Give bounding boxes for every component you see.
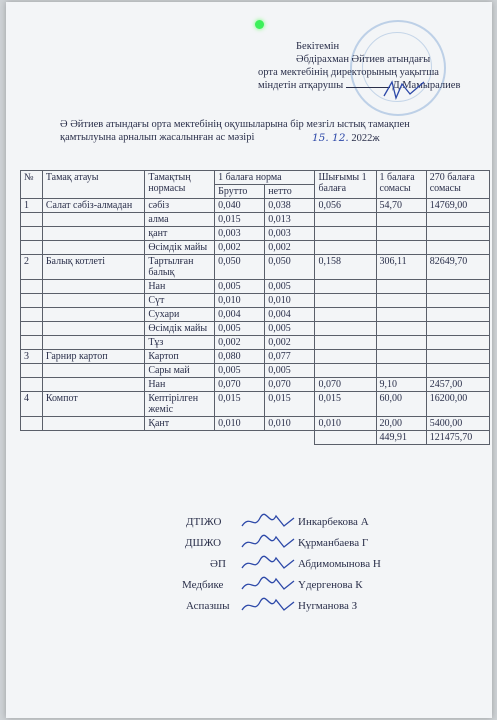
table-cell-sum270 (426, 336, 489, 350)
table-cell-num (21, 294, 43, 308)
table-cell-netto: 0,003 (265, 227, 315, 241)
header-num: № (21, 171, 43, 199)
table-cell-item: Өсімдік майы (145, 322, 215, 336)
table-cell-sum1 (376, 364, 426, 378)
table-cell-brutto: 0,002 (215, 336, 265, 350)
table-cell-sum1 (376, 227, 426, 241)
table-total-row (21, 431, 490, 445)
table-row (21, 350, 490, 364)
total-sum1: 449,91 (376, 431, 426, 445)
table-cell-netto: 0,070 (265, 378, 315, 392)
table-cell-num (21, 213, 43, 227)
table-cell-out (315, 350, 376, 364)
table-cell-brutto: 0,015 (215, 392, 265, 417)
table-cell-num (21, 378, 43, 392)
table-cell-out: 0,015 (315, 392, 376, 417)
table-cell-sum270: 82649,70 (426, 255, 489, 280)
table-cell-sum270: 2457,00 (426, 378, 489, 392)
table-cell-num: 4 (21, 392, 43, 417)
table-row (21, 392, 490, 417)
date-handwritten: 15. 12. (312, 132, 349, 144)
table-cell-dish: Гарнир картоп (42, 350, 145, 364)
table-cell-netto: 0,013 (265, 213, 315, 227)
table-cell-out (315, 294, 376, 308)
table-cell-sum1: 306,11 (376, 255, 426, 280)
table-cell-dish: Компот (42, 392, 145, 417)
table-row (21, 308, 490, 322)
table-cell-num (21, 336, 43, 350)
date-suffix: 2022ж (348, 133, 380, 144)
table-cell-out: 0,070 (315, 378, 376, 392)
table-row (21, 336, 490, 350)
table-cell-sum270 (426, 322, 489, 336)
table-cell-out (315, 227, 376, 241)
table-cell-out: 0,158 (315, 255, 376, 280)
header-per-child-sum: 1 балаға сомасы (376, 171, 426, 199)
table-cell-item: Қант (145, 417, 215, 431)
table-cell-brutto: 0,080 (215, 350, 265, 364)
table-row (21, 227, 490, 241)
approval-block (258, 40, 460, 92)
table-cell-netto: 0,010 (265, 294, 315, 308)
table-cell-brutto: 0,005 (215, 364, 265, 378)
table-cell-dish: Балық котлеті (42, 255, 145, 280)
signature-role: Аспазшы (186, 600, 230, 612)
signature-role: ДТІЖО (186, 516, 222, 528)
header-consumption: Шығымы 1 балаға (315, 171, 376, 199)
table-cell-out (315, 308, 376, 322)
table-cell-dish (42, 280, 145, 294)
header-brutto: Брутто (215, 185, 265, 199)
handwritten-signature (240, 512, 296, 532)
table-cell-item: Кептірілген жеміс (145, 392, 215, 417)
table-cell-item: сәбіз (145, 199, 215, 213)
table-row (21, 294, 490, 308)
table-cell-item: Нан (145, 280, 215, 294)
table-cell-out: 0,010 (315, 417, 376, 431)
table-cell-num (21, 322, 43, 336)
table-cell-sum1 (376, 294, 426, 308)
table-cell-brutto: 0,010 (215, 417, 265, 431)
table-cell-item: Нан (145, 378, 215, 392)
table-cell-dish (42, 364, 145, 378)
table-row (21, 417, 490, 431)
table-cell-netto: 0,005 (265, 322, 315, 336)
signature-role: ӘП (210, 558, 226, 570)
table-row (21, 378, 490, 392)
table-cell-out: 0,056 (315, 199, 376, 213)
table-cell-sum1 (376, 241, 426, 255)
table-cell-num (21, 280, 43, 294)
table-cell-brutto: 0,005 (215, 280, 265, 294)
table-cell-netto: 0,050 (265, 255, 315, 280)
table-cell-netto: 0,005 (265, 280, 315, 294)
table-cell-num (21, 364, 43, 378)
approval-line3: орта мектебінің директорының уақытша (258, 67, 439, 78)
table-cell-num (21, 417, 43, 431)
table-row (21, 199, 490, 213)
table-cell-dish (42, 213, 145, 227)
header-netto: нетто (265, 185, 315, 199)
table-cell-sum1: 54,70 (376, 199, 426, 213)
handwritten-signature (240, 533, 296, 553)
table-cell-brutto: 0,003 (215, 227, 265, 241)
table-cell-dish (42, 417, 145, 431)
title-line2: қамтылуына арналып жасалынған ас мәзірі (60, 132, 255, 143)
table-cell-sum1 (376, 280, 426, 294)
table-cell-brutto: 0,050 (215, 255, 265, 280)
table-cell-dish (42, 294, 145, 308)
signature-name: Абдимомынова Н (298, 558, 381, 570)
table-row (21, 213, 490, 227)
table-cell-sum270 (426, 364, 489, 378)
table-cell-brutto: 0,015 (215, 213, 265, 227)
signature-role: ДШЖО (185, 537, 222, 549)
approval-line2: Әбдірахман Әйтиев атындағы (296, 54, 431, 65)
camera-light (255, 20, 264, 29)
table-cell-dish (42, 336, 145, 350)
table-cell-dish (42, 308, 145, 322)
table-row (21, 241, 490, 255)
table-cell-sum270 (426, 241, 489, 255)
table-cell-sum270 (426, 280, 489, 294)
handwritten-signature (240, 575, 296, 595)
table-cell-sum270 (426, 308, 489, 322)
table-cell-item: Тартылған балық (145, 255, 215, 280)
table-cell-sum270 (426, 294, 489, 308)
table-cell-out (315, 364, 376, 378)
table-cell-dish (42, 227, 145, 241)
table-cell-netto: 0,004 (265, 308, 315, 322)
table-cell-netto: 0,005 (265, 364, 315, 378)
table-cell-dish: Салат сәбіз-алмадан (42, 199, 145, 213)
table-cell-item: қант (145, 227, 215, 241)
table-cell-netto: 0,015 (265, 392, 315, 417)
signature-role: Медбике (182, 579, 224, 591)
header-total-children: 270 балаға сомасы (426, 171, 489, 199)
table-cell-brutto: 0,040 (215, 199, 265, 213)
table-cell-sum270: 16200,00 (426, 392, 489, 417)
table-cell-item: Өсімдік майы (145, 241, 215, 255)
total-sum270: 121475,70 (426, 431, 489, 445)
handwritten-signature (240, 596, 296, 616)
table-cell-num: 1 (21, 199, 43, 213)
table-cell-brutto: 0,004 (215, 308, 265, 322)
table-cell-sum270: 14769,00 (426, 199, 489, 213)
table-row (21, 322, 490, 336)
table-cell-out (315, 336, 376, 350)
menu-table (20, 170, 490, 445)
table-cell-brutto: 0,002 (215, 241, 265, 255)
table-cell-sum1 (376, 350, 426, 364)
table-cell-empty (145, 431, 215, 445)
document-date (312, 132, 380, 144)
table-cell-dish (42, 322, 145, 336)
table-row (21, 280, 490, 294)
table-cell-sum270 (426, 227, 489, 241)
table-cell-out (315, 280, 376, 294)
table-cell-sum1 (376, 308, 426, 322)
table-cell-netto: 0,002 (265, 241, 315, 255)
table-row (21, 255, 490, 280)
table-cell-item: Сары май (145, 364, 215, 378)
table-cell-empty (215, 431, 265, 445)
header-food-name: Тамақ атауы (42, 171, 145, 199)
table-row (21, 364, 490, 378)
approval-line4: міндетін атқарушы Д.Мамыралиев (258, 80, 461, 91)
table-cell-sum270: 5400,00 (426, 417, 489, 431)
signature-name: Құрманбаева Г (298, 537, 369, 549)
table-cell-dish (42, 378, 145, 392)
table-cell-sum1 (376, 213, 426, 227)
signature-name: Инкарбекова А (298, 516, 369, 528)
table-cell-num (21, 241, 43, 255)
table-cell-brutto: 0,005 (215, 322, 265, 336)
table-cell-empty (265, 431, 315, 445)
table-cell-brutto: 0,010 (215, 294, 265, 308)
table-cell-dish (42, 241, 145, 255)
table-cell-sum1 (376, 322, 426, 336)
table-cell-sum1: 60,00 (376, 392, 426, 417)
approval-line1: Бекітемін (296, 41, 340, 52)
table-cell-out (315, 322, 376, 336)
handwritten-signature (240, 554, 296, 574)
table-cell-empty (21, 431, 43, 445)
menu-table-body (21, 199, 490, 445)
signature-name: Нугманова З (298, 600, 358, 612)
table-cell-empty (42, 431, 145, 445)
table-cell-sum1 (376, 336, 426, 350)
table-cell-sum270 (426, 213, 489, 227)
table-cell-brutto: 0,070 (215, 378, 265, 392)
director-signature (380, 78, 430, 102)
table-cell-num (21, 227, 43, 241)
title-line1: Ә Әйтиев атындағы орта мектебінің оқушыларына бір мезгіл ыстық тамақпен (60, 119, 410, 130)
table-cell-netto: 0,002 (265, 336, 315, 350)
table-cell-item: Сухари (145, 308, 215, 322)
table-cell-num (21, 308, 43, 322)
table-cell-sum1: 20,00 (376, 417, 426, 431)
header-norm: Тамақтың нормасы (145, 171, 215, 199)
table-cell-item: Картоп (145, 350, 215, 364)
table-cell-sum270 (426, 350, 489, 364)
table-cell-sum1: 9,10 (376, 378, 426, 392)
table-cell-item: Тұз (145, 336, 215, 350)
table-cell-out (315, 213, 376, 227)
table-cell-empty (315, 431, 376, 445)
table-cell-item: алма (145, 213, 215, 227)
table-cell-netto: 0,010 (265, 417, 315, 431)
table-cell-netto: 0,038 (265, 199, 315, 213)
signature-name: Үдергенова К (298, 579, 363, 591)
table-cell-num: 2 (21, 255, 43, 280)
table-cell-item: Сүт (145, 294, 215, 308)
header-per-child: 1 балаға норма (215, 171, 315, 185)
table-cell-num: 3 (21, 350, 43, 364)
table-cell-out (315, 241, 376, 255)
table-cell-netto: 0,077 (265, 350, 315, 364)
